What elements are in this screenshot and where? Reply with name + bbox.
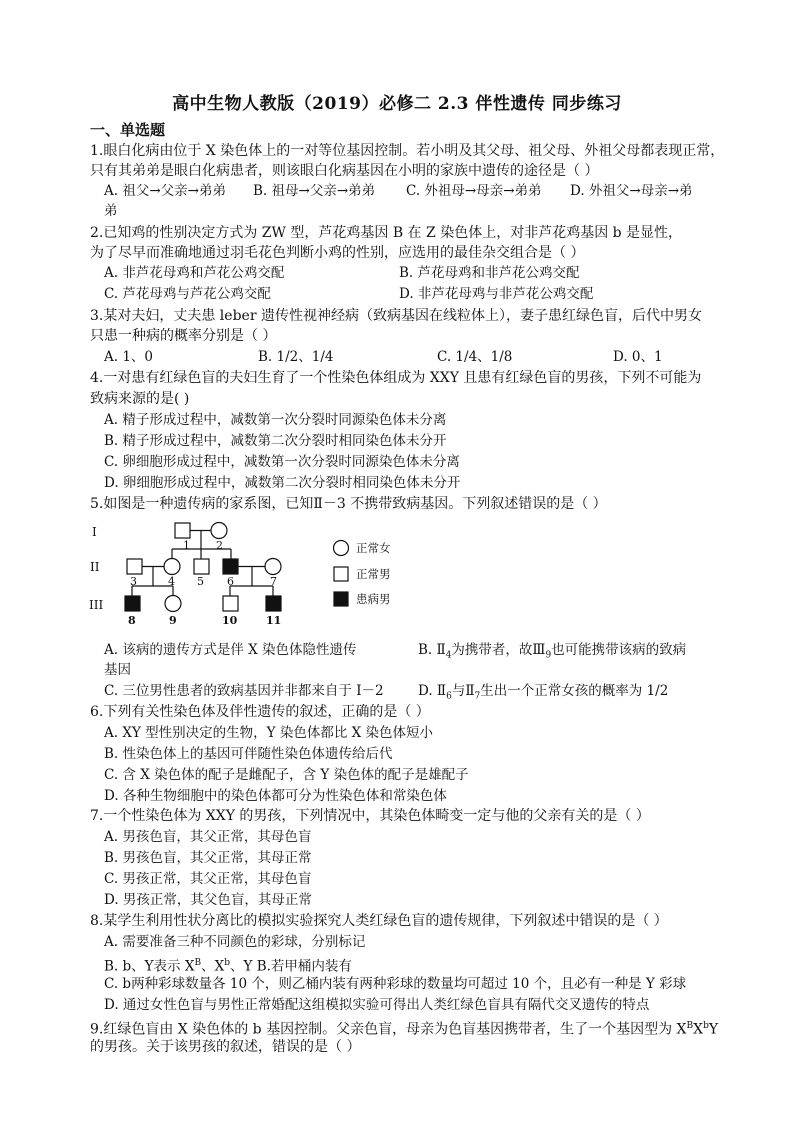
question-2-option-a: A. 非芦花母鸡和芦花公鸡交配	[104, 265, 285, 281]
individual-6-affected-male	[223, 559, 238, 574]
question-2-option-c: C. 芦花母鸡与芦花公鸡交配	[104, 286, 271, 302]
question-2-option-b: B. 芦花母鸡和非芦花公鸡交配	[399, 265, 580, 281]
question-2-line-1: 2.已知鸡的性别决定方式为 ZW 型，芦花鸡基因 B 在 Z 染色体上，对非芦花鸡基因 b 是显性，	[90, 225, 683, 241]
question-7-option-d: D. 男孩正常，其父色盲，其母正常	[104, 892, 312, 908]
individual-label-7: 7	[270, 575, 277, 588]
question-6-option-d: D. 各种生物细胞中的染色体都可分为性染色体和常染色体	[104, 788, 447, 804]
question-1-option-c: C. 外祖母→母亲→弟弟	[406, 183, 542, 199]
legend-affected-symbol	[334, 592, 348, 606]
generation-label-2: II	[90, 560, 100, 574]
individual-label-5: 5	[197, 575, 204, 588]
individual-label-6: 6	[227, 575, 234, 588]
question-7-option-b: B. 男孩色盲，其父正常，其母正常	[104, 850, 312, 866]
question-4-line-2: 致病来源的是( )	[90, 391, 190, 407]
individual-7-female	[265, 559, 281, 575]
question-3-option-a: A. 1、0	[104, 349, 154, 365]
question-3-option-c: C. 1/4、1/8	[437, 349, 513, 365]
question-9-line-1: 9.红绿色盲由 X 染色体的 b 基因控制。父亲色盲，母亲为色盲基因携带者，生了一个基因型为 $X^BX^bY$	[90, 1021, 719, 1038]
question-5-option-a: A. 该病的遗传方式是伴 X 染色体隐性遗传	[104, 642, 357, 658]
question-5-option-b-cont: 基因	[104, 662, 131, 678]
question-1-option-a: A. 祖父→父亲→弟弟	[104, 183, 226, 199]
individual-11-affected-male	[266, 596, 281, 611]
legend-female-symbol	[334, 541, 349, 556]
individual-5-male	[194, 559, 209, 574]
page-title: 高中生物人教版（2019）必修二 2.3 伴性遗传 同步练习	[172, 94, 622, 114]
pedigree-chart	[88, 516, 418, 636]
individual-4-female	[164, 559, 180, 575]
question-4-option-d: D. 卵细胞形成过程中，减数第二次分裂时相同染色体未分开	[104, 475, 461, 491]
legend-male-symbol	[334, 567, 348, 581]
generation-label-1: I	[92, 525, 97, 539]
generation-label-3: III	[89, 598, 104, 612]
question-5-option-b: B. $Ⅱ_4$为携带者，故$Ⅲ_9$也可能携带该病的致病	[418, 642, 687, 661]
question-5-line-1: 5.如图是一种遗传病的家系图，已知Ⅱ－3 不携带致病基因。下列叙述错误的是（ ）	[90, 496, 607, 512]
legend-affected-label: 患病男	[356, 592, 391, 606]
question-3-line-2: 只患一种病的概率分别是（ ）	[90, 328, 277, 344]
question-5-option-d: D. $Ⅱ_6$与$Ⅱ_7$生出一个正常女孩的概率为 1/2	[418, 683, 669, 702]
individual-2-female	[211, 523, 227, 539]
individual-label-11: 11	[266, 614, 282, 627]
individual-label-2: 2	[216, 539, 223, 552]
question-7-option-c: C. 男孩正常，其父正常，其母色盲	[104, 871, 312, 887]
individual-label-3: 3	[130, 575, 137, 588]
question-1-line-1: 1.眼白化病由位于 X 染色体上的一对等位基因控制。若小明及其父母、祖父母、外祖父母都表现正常，	[90, 143, 725, 159]
individual-label-1: 1	[183, 539, 190, 552]
question-2-option-d: D. 非芦花母鸡与非芦花公鸡交配	[399, 286, 594, 302]
legend-female-label: 正常女	[356, 541, 391, 555]
individual-8-affected-male	[125, 596, 140, 611]
question-6-line-1: 6.下列有关性染色体及伴性遗传的叙述，正确的是（ ）	[90, 704, 430, 720]
question-3-option-b: B. 1/2、1/4	[258, 349, 334, 365]
individual-3-male	[127, 559, 142, 574]
question-4-option-c: C. 卵细胞形成过程中，减数第一次分裂时同源染色体未分离	[104, 454, 460, 470]
question-4-option-a: A. 精子形成过程中，减数第一次分裂时同源染色体未分离	[104, 412, 447, 428]
question-7-line-1: 7.一个性染色体为 XXY 的男孩，下列情况中，其染色体畸变一定与他的父亲有关的是（ ）	[90, 808, 650, 824]
question-8-option-c: C. b两种彩球数量各 10 个，则乙桶内装有两种彩球的数量均可超过 10 个，且必有一种是 Y 彩球	[104, 976, 687, 992]
individual-label-4: 4	[168, 575, 175, 588]
question-4-line-1: 4.一对患有红绿色盲的夫妇生育了一个性染色体组成为 XXY 且患有红绿色盲的男孩，下列不可能为	[90, 370, 702, 386]
individual-10-male	[223, 596, 238, 611]
question-2-line-2: 为了尽早而准确地通过羽毛花色判断小鸡的性别，应选用的最佳杂交组合是（ ）	[90, 245, 585, 261]
individual-9-female	[165, 596, 181, 612]
legend-male-label: 正常男	[356, 567, 391, 581]
question-7-option-a: A. 男孩色盲，其父正常，其母色盲	[104, 829, 312, 845]
individual-label-8: 8	[128, 614, 136, 627]
question-6-option-a: A. XY 型性别决定的生物，Y 染色体都比 X 染色体短小	[104, 725, 434, 741]
question-3-line-1: 3.某对夫妇，丈夫患 leber 遗传性视神经病（致病基因在线粒体上），妻子患红绿色盲，后代中男女	[90, 308, 702, 324]
question-9-line-2: 的男孩。关于该男孩的叙述，错误的是（ ）	[90, 1039, 361, 1055]
individual-label-9: 9	[169, 614, 177, 627]
individual-label-10: 10	[222, 614, 238, 627]
question-8-option-d: D. 通过女性色盲与男性正常婚配这组模拟实验可得出人类红绿色盲具有隔代交叉遗传的特点	[104, 997, 650, 1013]
question-4-option-b: B. 精子形成过程中，减数第二次分裂时相同染色体未分开	[104, 433, 447, 449]
question-6-option-c: C. 含 X 染色体的配子是雌配子，含 Y 染色体的配子是雄配子	[104, 767, 469, 783]
individual-1-male	[175, 523, 190, 538]
section-heading: 一、单选题	[90, 121, 166, 139]
question-8-line-1: 8.某学生利用性状分离比的模拟实验探究人类红绿色盲的遗传规律，下列叙述中错误的是（ ）	[90, 913, 668, 929]
question-1-option-d: D. 外祖父→母亲→弟	[570, 183, 693, 199]
question-1-option-b: B. 祖母→父亲→弟弟	[253, 183, 376, 199]
question-6-option-b: B. 性染色体上的基因可伴随性染色体遗传给后代	[104, 746, 393, 762]
question-8-option-b: B. b、Y表示 $X^B$、$X^b$、Y B.若甲桶内装有	[104, 958, 352, 975]
question-1-line-2: 只有其弟弟是眼白化病患者，则该眼白化病基因在小明的家族中遗传的途径是（ ）	[90, 163, 599, 179]
question-1-option-d-cont: 弟	[104, 203, 118, 219]
question-5-option-c: C. 三位男性患者的致病基因并非都来自于 Ⅰ－2	[104, 683, 384, 699]
question-8-option-a: A. 需要准备三种不同颜色的彩球，分别标记	[104, 934, 366, 950]
question-3-option-d: D. 0、1	[613, 349, 663, 365]
